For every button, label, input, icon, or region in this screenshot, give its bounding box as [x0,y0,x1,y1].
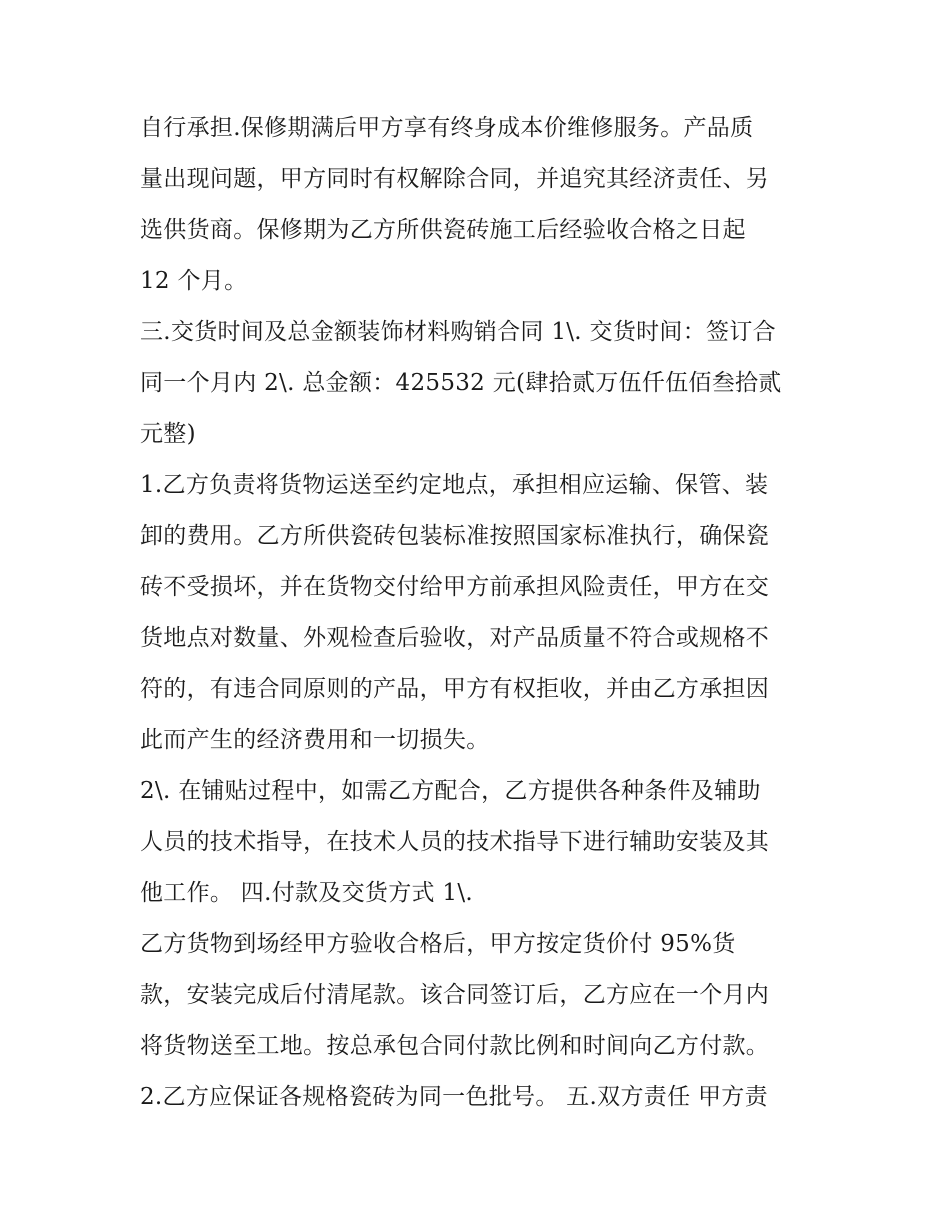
text-line: 同一个月内 2\. 总金额：425532 元(肆拾贰万伍仟伍佰叁拾贰 [140,370,782,396]
text-line: 人员的技术指导，在技术人员的技术指导下进行辅助安装及其 [140,829,770,855]
text-line: 将货物送至工地。按总承包合同付款比例和时间向乙方付款。 [140,1033,770,1059]
text-line: 12 个月。 [140,268,248,294]
text-line: 货地点对数量、外观检查后验收，对产品质量不符合或规格不 [140,625,770,651]
section-heading-line: 三.交货时间及总金额装饰材料购销合同 1\. 交货时间：签订合 [140,319,776,345]
text-line: 1.乙方负责将货物运送至约定地点，承担相应运输、保管、装 [140,472,769,498]
section-heading-line: 他工作。 四.付款及交货方式 1\. [140,880,474,906]
text-line: 款，安装完成后付清尾款。该合同签订后，乙方应在一个月内 [140,982,770,1008]
text-line: 此而产生的经济费用和一切损失。 [140,727,490,753]
text-line: 符的，有违合同原则的产品，甲方有权拒收，并由乙方承担因 [140,676,770,702]
text-line: 选供货商。保修期为乙方所供瓷砖施工后经验收合格之日起 [140,217,746,243]
section-heading-line: 2.乙方应保证各规格瓷砖为同一色批号。 五.双方责任 甲方责 [140,1084,768,1110]
text-line: 乙方货物到场经甲方验收合格后，甲方按定货价付 95%货 [140,931,736,957]
text-line: 自行承担.保修期满后甲方享有终身成本价维修服务。产品质 [140,115,754,141]
text-line: 量出现问题，甲方同时有权解除合同，并追究其经济责任、另 [140,166,770,192]
text-line: 砖不受损坏，并在货物交付给甲方前承担风险责任，甲方在交 [140,574,770,600]
text-line: 卸的费用。乙方所供瓷砖包装标准按照国家标准执行，确保瓷 [140,523,770,549]
text-line: 2\. 在铺贴过程中，如需乙方配合，乙方提供各种条件及辅助 [140,778,761,804]
contract-text [140,103,830,1123]
text-line: 元整) [140,421,196,447]
